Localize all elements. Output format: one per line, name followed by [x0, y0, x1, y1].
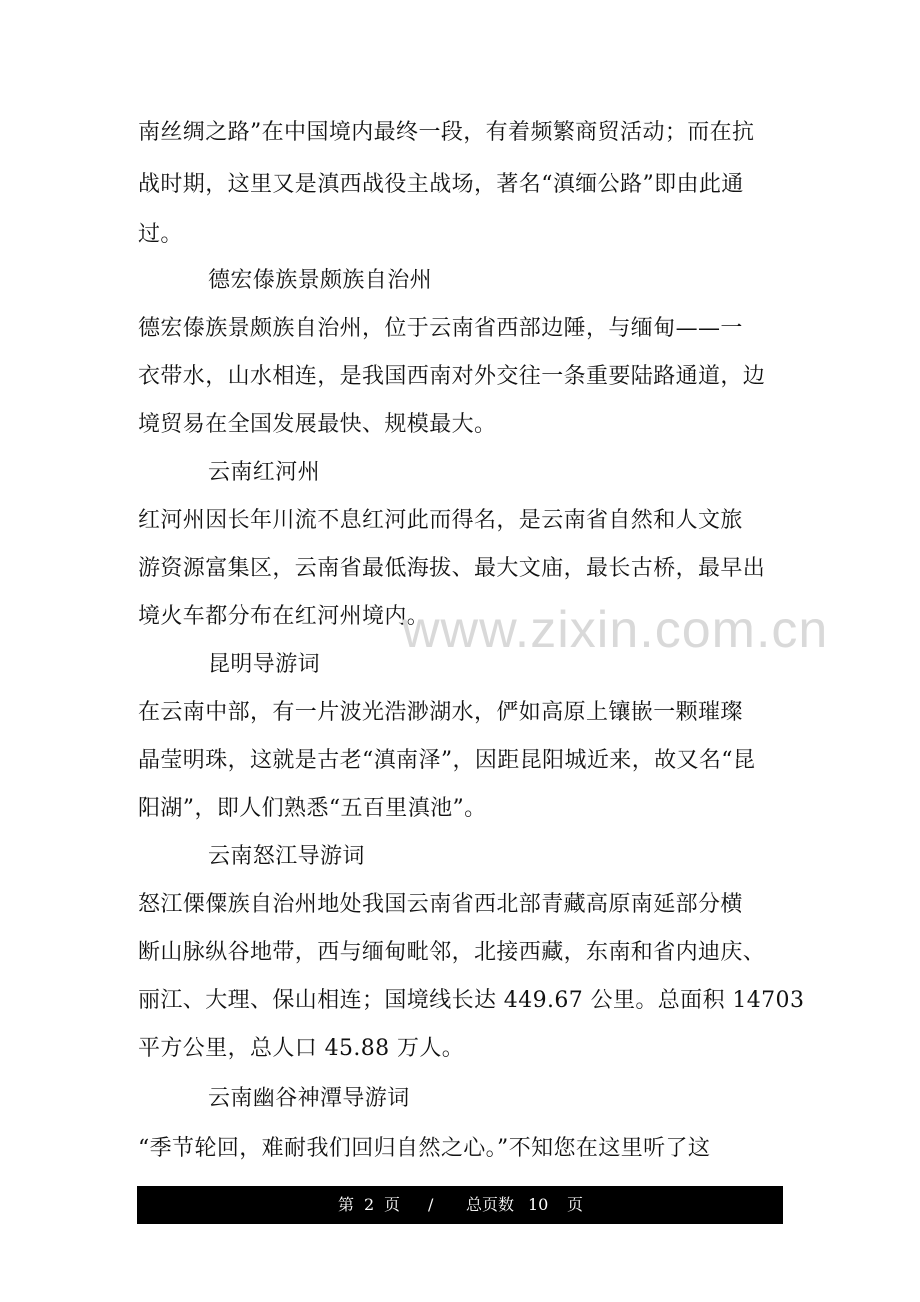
paragraph-line: 过。 — [138, 222, 183, 247]
total-pages-suffix: 页 — [567, 1195, 584, 1214]
paragraph-line: 德宏傣族景颇族自治州，位于云南省西部边陲，与缅甸——一 — [138, 316, 743, 341]
total-pages-number: 10 — [528, 1195, 549, 1214]
page-suffix: 页 — [384, 1195, 401, 1214]
paragraph-line: 丽江、大理、保山相连；国境线长达 449.67 公里。总面积 14703 — [138, 988, 805, 1013]
page-footer — [137, 1186, 783, 1224]
section-heading: 云南红河州 — [208, 460, 321, 485]
paragraph-line: 断山脉纵谷地带，西与缅甸毗邻，北接西藏，东南和省内迪庆、 — [138, 940, 766, 965]
paragraph-line: “季节轮回，难耐我们回归自然之心。”不知您在这里听了这 — [138, 1136, 711, 1161]
paragraph-line: 红河州因长年川流不息红河此而得名，是云南省自然和人文旅 — [138, 508, 743, 533]
paragraph-line: 怒江傈僳族自治州地处我国云南省西北部青藏高原南延部分横 — [138, 892, 743, 917]
paragraph-line: 南丝绸之路”在中国境内最终一段，有着频繁商贸活动；而在抗 — [138, 120, 755, 145]
total-pages-label: 总页数 — [466, 1195, 515, 1214]
watermark: www.zixin.com.cn — [402, 601, 829, 659]
section-heading: 德宏傣族景颇族自治州 — [208, 268, 433, 293]
section-heading: 云南幽谷神潭导游词 — [208, 1086, 410, 1111]
paragraph-line: 在云南中部，有一片波光浩渺湖水，俨如高原上镶嵌一颗璀璨 — [138, 700, 743, 725]
section-heading: 云南怒江导游词 — [208, 844, 365, 869]
paragraph-line: 境火车都分布在红河州境内。 — [138, 604, 430, 629]
paragraph-line: 阳湖”，即人们熟悉“五百里滇池”。 — [138, 796, 487, 821]
paragraph-line: 战时期，这里又是滇西战役主战场，著名“滇缅公路”即由此通 — [138, 172, 744, 197]
page-number: 2 — [364, 1195, 375, 1214]
paragraph-line: 游资源富集区，云南省最低海拔、最大文庙，最长古桥，最早出 — [138, 556, 766, 581]
paragraph-line: 衣带水，山水相连，是我国西南对外交往一条重要陆路通道，边 — [138, 364, 766, 389]
paragraph-line: 平方公里，总人口 45.88 万人。 — [138, 1036, 465, 1061]
page-separator: / — [428, 1195, 434, 1214]
paragraph-line: 境贸易在全国发展最快、规模最大。 — [138, 412, 497, 437]
page-prefix: 第 — [338, 1195, 355, 1214]
section-heading: 昆明导游词 — [208, 652, 321, 677]
paragraph-line: 晶莹明珠，这就是古老“滇南泽”，因距昆阳城近来，故又名“昆 — [138, 748, 756, 773]
